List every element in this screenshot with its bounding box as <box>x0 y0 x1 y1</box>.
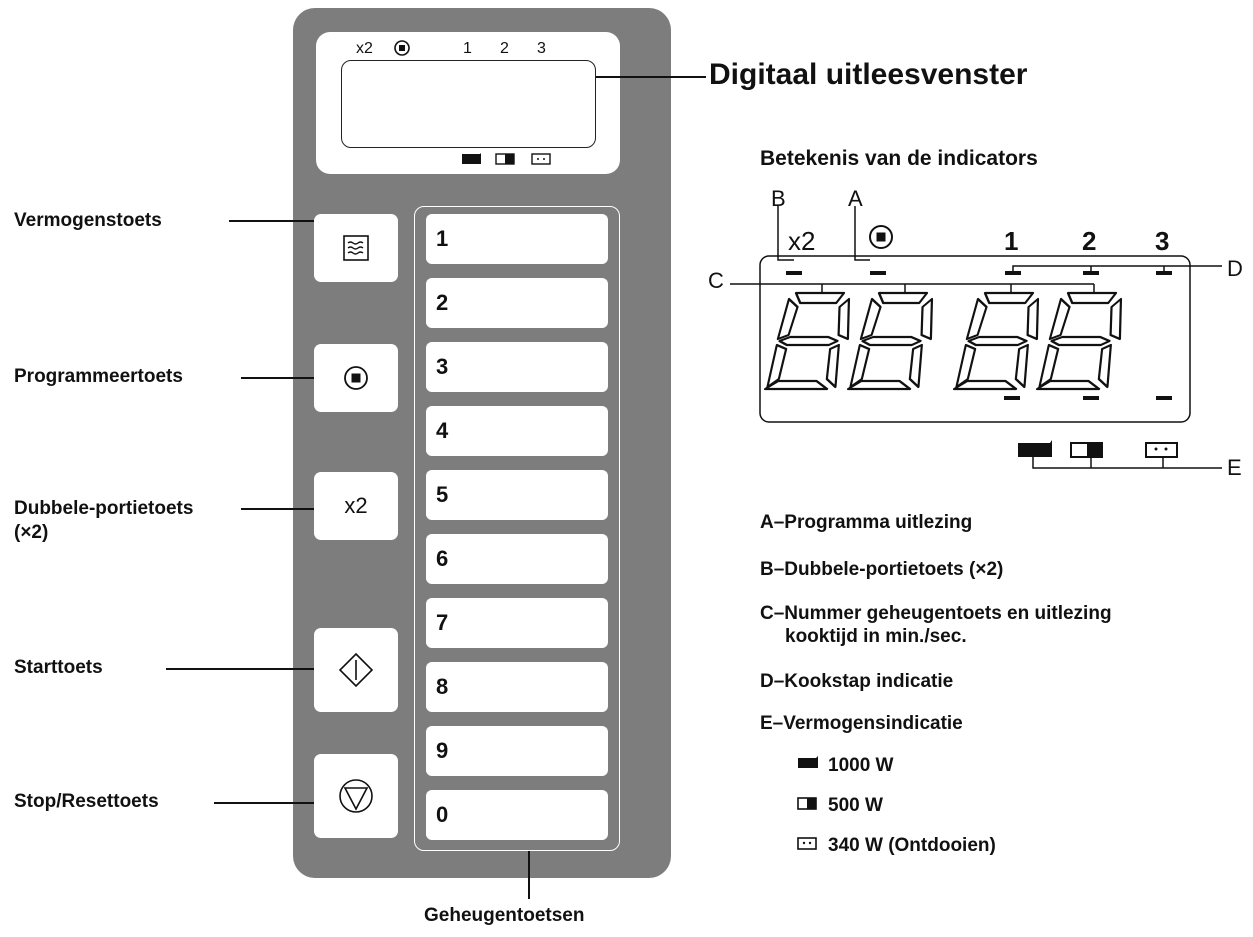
legend-c: C–Nummer geheugentoets en uitlezing <box>760 603 1112 624</box>
program-key-label: Programmeertoets <box>14 366 183 387</box>
legend-e: E–Vermogensindicatie <box>760 713 963 734</box>
indicator-x2: x2 <box>788 226 816 256</box>
letter-c: C <box>708 268 724 293</box>
display-x2-indicator: x2 <box>356 40 373 57</box>
power-level-1000: 1000 W <box>828 755 894 776</box>
indicator-step-1: 1 <box>1004 226 1019 256</box>
stop-reset-key-label: Stop/Resettoets <box>14 791 159 812</box>
memory-key-0[interactable]: 0 <box>426 790 608 840</box>
memory-key-6[interactable]: 6 <box>426 534 608 584</box>
double-portion-key-button[interactable]: x2 <box>314 472 398 540</box>
memory-key-3[interactable]: 3 <box>426 342 608 392</box>
memory-key-5[interactable]: 5 <box>426 470 608 520</box>
memory-key-7[interactable]: 7 <box>426 598 608 648</box>
indicators-title: Betekenis van de indicators <box>760 147 1038 170</box>
memory-keys-label: Geheugentoetsen <box>424 905 585 926</box>
letter-e: E <box>1227 455 1242 480</box>
power-level-340: 340 W (Ontdooien) <box>828 835 996 856</box>
start-key-label: Starttoets <box>14 657 103 678</box>
memory-key-8[interactable]: 8 <box>426 662 608 712</box>
legend-b: B–Dubbele-portietoets (×2) <box>760 559 1004 580</box>
display-step-1: 1 <box>463 40 472 57</box>
legend-d: D–Kookstap indicatie <box>760 671 954 692</box>
letter-a: A <box>848 186 863 211</box>
legend-a: A–Programma uitlezing <box>760 512 973 533</box>
double-portion-key-label: Dubbele-portietoets <box>14 498 194 519</box>
display-window-label: Digitaal uitleesvenster <box>709 58 1028 91</box>
display-step-3: 3 <box>537 40 546 57</box>
power-key-label: Vermogenstoets <box>14 210 162 231</box>
memory-key-2[interactable]: 2 <box>426 278 608 328</box>
memory-key-1[interactable]: 1 <box>426 214 608 264</box>
letter-b: B <box>771 186 786 211</box>
letter-d: D <box>1227 256 1243 281</box>
display-step-2: 2 <box>500 40 509 57</box>
memory-key-9[interactable]: 9 <box>426 726 608 776</box>
memory-key-4[interactable]: 4 <box>426 406 608 456</box>
power-level-500: 500 W <box>828 795 883 816</box>
legend-c-cont: kooktijd in min./sec. <box>785 626 967 647</box>
indicator-step-2: 2 <box>1082 226 1097 256</box>
indicator-step-3: 3 <box>1155 226 1170 256</box>
double-portion-key-label-sub: (×2) <box>14 522 49 543</box>
